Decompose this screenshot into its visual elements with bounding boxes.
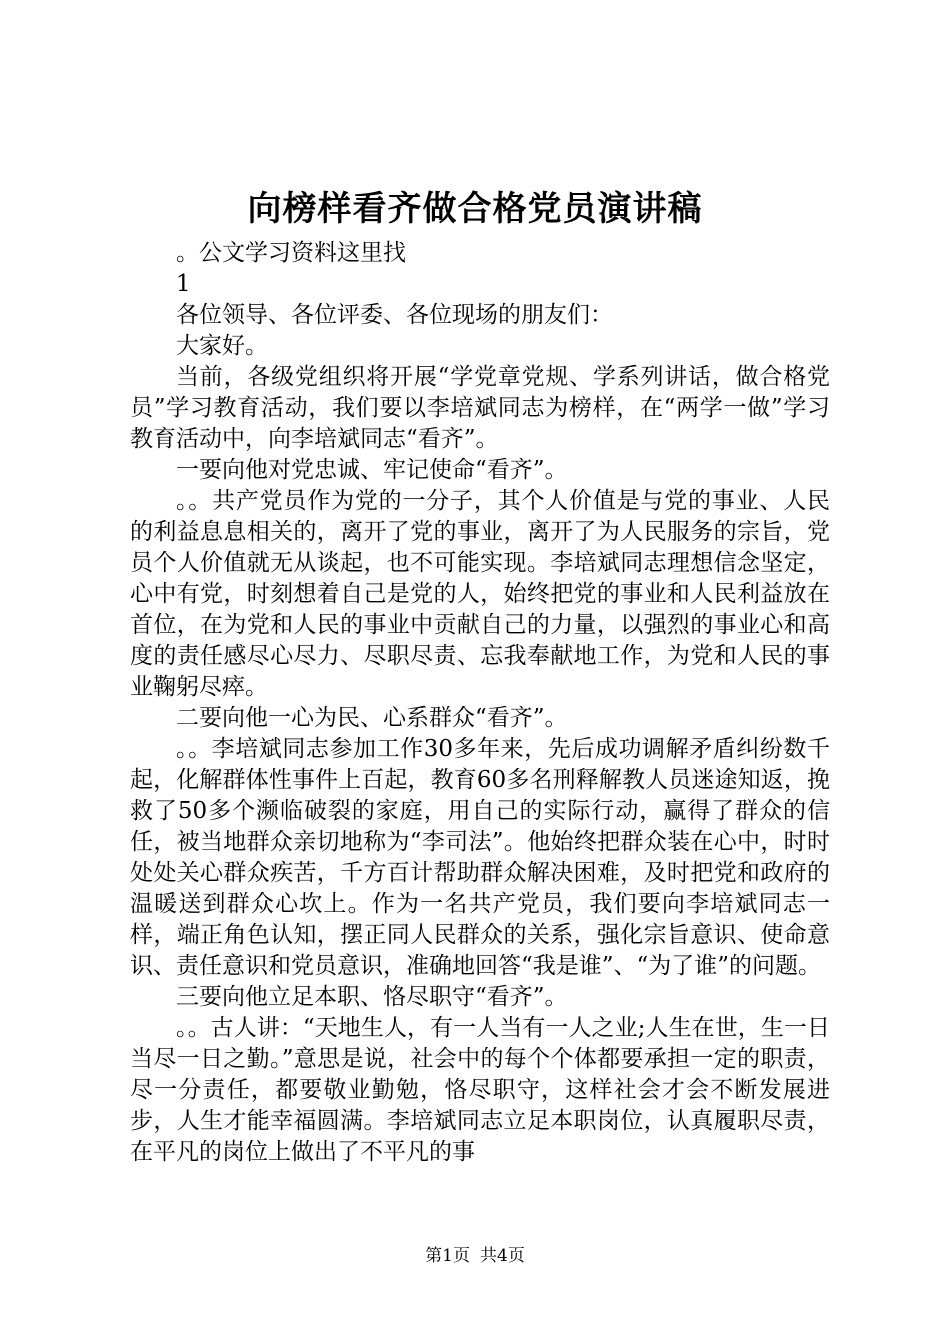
source-note: 。公文学习资料这里找 [176, 240, 406, 266]
greeting: 大家好。 [176, 333, 268, 359]
section-paragraph-3: 。。古人讲：“天地生人，有一人当有一人之业;人生在世，生一日当尽一日之勤。”意思是说，社会中的每个个体都要承担一定的职责，尽一分责任，都要敬业勤勉，恪尽职守，这样社会才会不断发展进步，人生才能幸福圆满。李培斌同志立足本职岗位，认真履职尽责，在平凡的岗位上做出了不平凡的事 [130, 1015, 830, 1165]
intro-paragraph: 当前，各级党组织将开展“学党章党规、学系列讲话，做合格党员”学习教育活动，我们要以李培斌同志为榜样，在“两学一做”学习教育活动中，向李培斌同志“看齐”。 [130, 364, 830, 452]
section-paragraph-1: 。。共产党员作为党的一分子，其个人价值是与党的事业、人民的利益息息相关的，离开了党的事业，离开了为人民服务的宗旨，党员个人价值就无从谈起，也不可能实现。李培斌同志理想信念坚定，心中有党，时刻想着自己是党的人，始终把党的事业和人民利益放在首位，在为党和人民的事业中贡献自己的力量，以强烈的事业心和高度的责任感尽心尽力、尽职尽责、忘我奉献地工作，为党和人民的事业鞠躬尽瘁。 [130, 488, 830, 700]
section-heading-2: 二要向他一心为民、心系群众“看齐”。 [176, 705, 568, 731]
page-marker: 1 [176, 271, 191, 297]
section-heading-3: 三要向他立足本职、恪尽职守“看齐”。 [176, 984, 568, 1010]
page-footer [0, 1244, 950, 1268]
document-body [130, 238, 830, 1168]
document-title: 向榜样看齐做合格党员演讲稿 [247, 189, 703, 229]
page-total: 共4页 [480, 1246, 525, 1266]
salutation: 各位领导、各位评委、各位现场的朋友们： [176, 302, 613, 328]
section-paragraph-2: 。。李培斌同志参加工作30多年来，先后成功调解矛盾纠纷数千起，化解群体性事件上百起，教育60多名刑释解教人员迷途知返，挽救了50多个濒临破裂的家庭，用自己的实际行动，赢得了群众的信任，被当地群众亲切地称为“李司法”。他始终把群众装在心中，时时处处关心群众疾苦，千方百计帮助群众解决困难，及时把党和政府的温暖送到群众心坎上。作为一名共产党员，我们要向李培斌同志一样，端正角色认知，摆正同人民群众的关系，强化宗旨意识、使命意识、责任意识和党员意识，准确地回答“我是谁”、“为了谁”的问题。 [130, 736, 830, 979]
page-number: 第1页 [425, 1246, 470, 1266]
section-heading-1: 一要向他对党忠诚、牢记使命“看齐”。 [176, 457, 568, 483]
